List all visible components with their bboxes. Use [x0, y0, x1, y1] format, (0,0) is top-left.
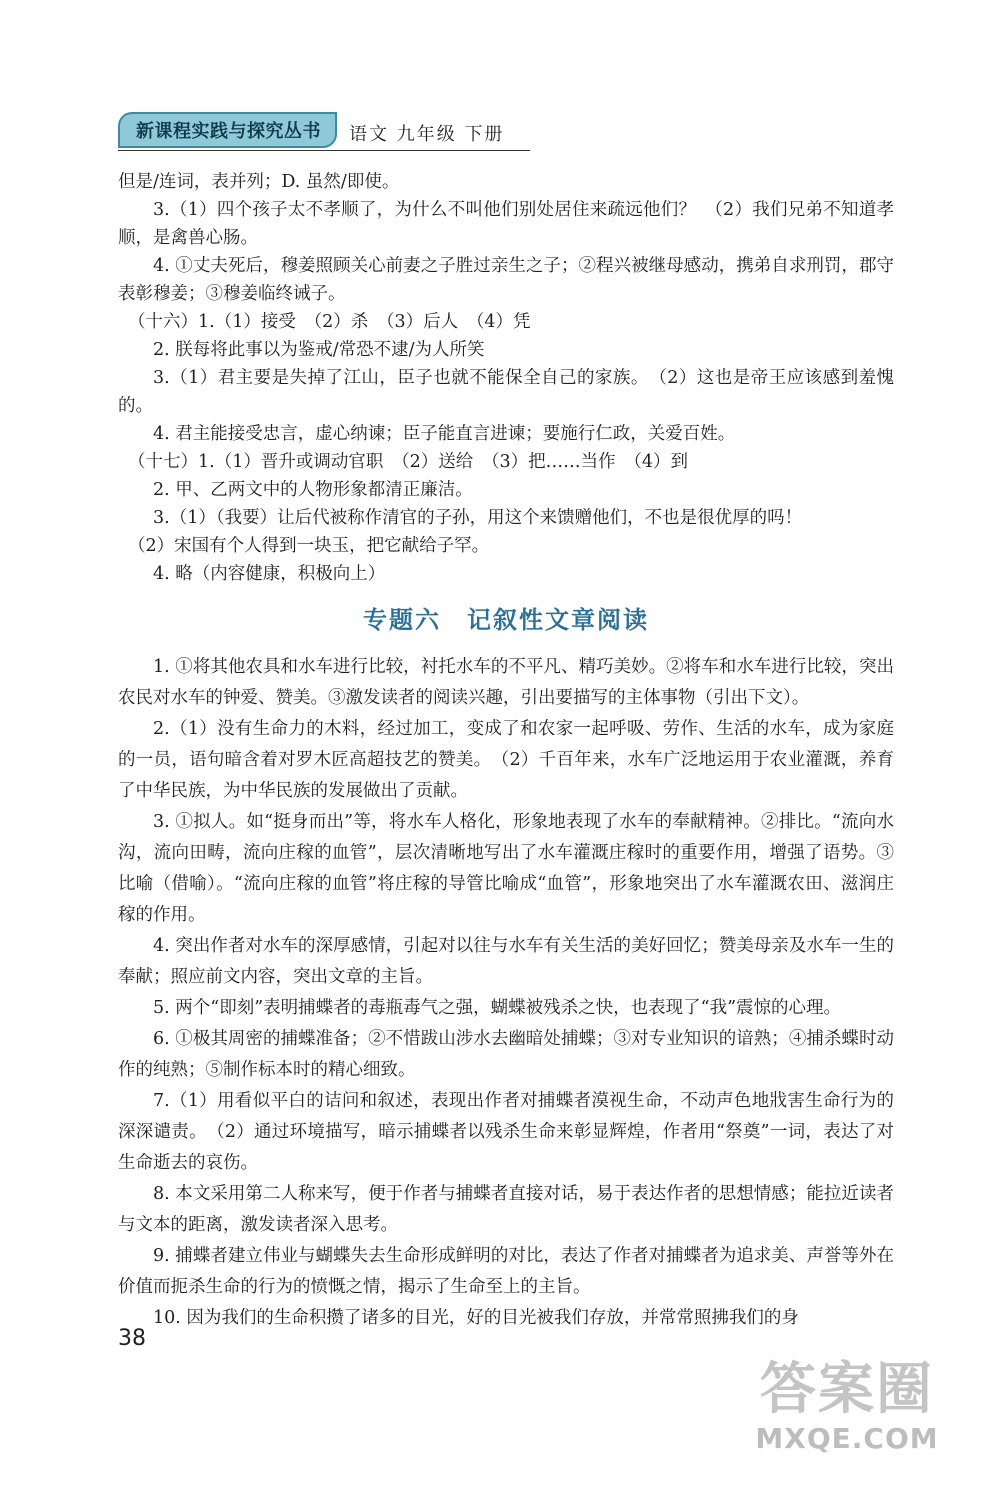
answer-paragraph: （十六）1.（1）接受 （2）杀 （3）后人 （4）凭 — [128, 312, 531, 332]
answer-paragraph: 4. 突出作者对水车的深厚感情，引起对以往与水车有关生活的美好回忆；赞美母亲及水车一生的奉献；照应前文内容，突出文章的主旨。 — [118, 936, 894, 987]
page-number: 38 — [118, 1326, 146, 1351]
answer-paragraph: 但是/连词，表并列；D. 虽然/即使。 — [118, 172, 400, 192]
answer-paragraph: 2. 朕每将此事以为鉴戒/常恐不逮/为人所笑 — [153, 340, 485, 360]
series-badge: 新课程实践与探究丛书 — [118, 112, 337, 148]
answer-paragraph: 8. 本文采用第二人称来写，便于作者与捕蝶者直接对话，易于表达作者的思想情感；能拉近读者与文本的距离，激发读者深入思考。 — [118, 1184, 894, 1235]
answer-paragraph: 4. 略（内容健康，积极向上） — [153, 564, 386, 584]
watermark — [722, 1358, 972, 1468]
answer-paragraph: 4. 君主能接受忠言，虚心纳谏；臣子能直言进谏；要施行仁政，关爱百姓。 — [153, 424, 736, 444]
answer-paragraph: 2. 甲、乙两文中的人物形象都清正廉洁。 — [153, 480, 473, 500]
answer-paragraph: 7.（1）用看似平白的诘问和叙述，表现出作者对捕蝶者漠视生命，不动声色地戕害生命行为的深深谴责。 （2）通过环境描写，暗示捕蝶者以残杀生命来彰显辉煌，作者用“祭奠”一词，表达了对生命逝去的哀伤。 — [118, 1091, 894, 1173]
answers-block-1 — [118, 168, 894, 588]
watermark-logo: 答案圈 — [760, 1357, 934, 1422]
answer-paragraph: 2.（1）没有生命力的木料，经过加工，变成了和农家一起呼吸、劳作、生活的水车，成为家庭的一员，语句暗含着对罗木匠高超技艺的赞美。 （2）千百年来，水车广泛地运用于农业灌溉，养育了中华民族，为中华民族的发展做出了贡献。 — [118, 719, 894, 801]
book-info: 语文 九年级 下册 — [349, 124, 505, 145]
answer-paragraph: 5. 两个“即刻”表明捕蝶者的毒瓶毒气之强，蝴蝶被残杀之快，也表现了“我”震惊的心理。 — [153, 998, 842, 1018]
answer-paragraph: 10. 因为我们的生命积攒了诸多的目光，好的目光被我们存放，并常常照拂我们的身 — [153, 1308, 799, 1328]
answer-paragraph: 1. ①将其他农具和水车进行比较，衬托水车的不平凡、精巧美妙。②将车和水车进行比较，突出农民对水车的钟爱、赞美。③激发读者的阅读兴趣，引出要描写的主体事物（引出下文）。 — [118, 657, 894, 708]
section-title: 专题六 记叙性文章阅读 — [363, 606, 649, 634]
answer-paragraph: （十七）1.（1）晋升或调动官职 （2）送给 （3）把……当作 （4）到 — [128, 452, 688, 472]
answer-paragraph: 4. ①丈夫死后，穆姜照顾关心前妻之子胜过亲生之子；②程兴被继母感动，携弟自求刑罚，郡守表彰穆姜；③穆姜临终诫子。 — [118, 256, 894, 304]
answer-paragraph: 3.（1）四个孩子太不孝顺了，为什么不叫他们别处居住来疏远他们？ （2）我们兄弟不知道孝顺，是禽兽心肠。 — [118, 200, 894, 248]
answer-paragraph: 9. 捕蝶者建立伟业与蝴蝶失去生命形成鲜明的对比，表达了作者对捕蝶者为追求美、声誉等外在价值而扼杀生命的行为的愤慨之情，揭示了生命至上的主旨。 — [118, 1246, 894, 1297]
watermark-url: MXQE.COM — [755, 1422, 939, 1455]
answer-paragraph: 3.（1）（我要）让后代被称作清官的子孙，用这个来馈赠他们，不也是很优厚的吗！ — [153, 508, 803, 528]
answers-block-2 — [118, 652, 894, 1334]
answer-paragraph: （2）宋国有个人得到一块玉，把它献给子罕。 — [128, 536, 490, 556]
page-content — [118, 168, 894, 1334]
answer-paragraph: 3. ①拟人。如“挺身而出”等，将水车人格化，形象地表现了水车的奉献精神。②排比。“流向水沟，流向田畴，流向庄稼的血管”，层次清晰地写出了水车灌溉庄稼时的重要作用，增强了语势。③比喻（借喻）。“流向庄稼的血管”将庄稼的导管比喻成“血管”，形象地突出了水车灌溉农田、滋润庄稼的作用。 — [118, 812, 894, 925]
header-rule — [118, 150, 530, 151]
answer-paragraph: 3.（1）君主要是失掉了江山，臣子也就不能保全自己的家族。 （2）这也是帝王应该感到羞愧的。 — [118, 368, 894, 416]
page-header — [118, 118, 504, 148]
answer-paragraph: 6. ①极其周密的捕蝶准备；②不惜跋山涉水去幽暗处捕蝶；③对专业知识的谙熟；④捕杀蝶时动作的纯熟；⑤制作标本时的精心细致。 — [118, 1029, 894, 1080]
